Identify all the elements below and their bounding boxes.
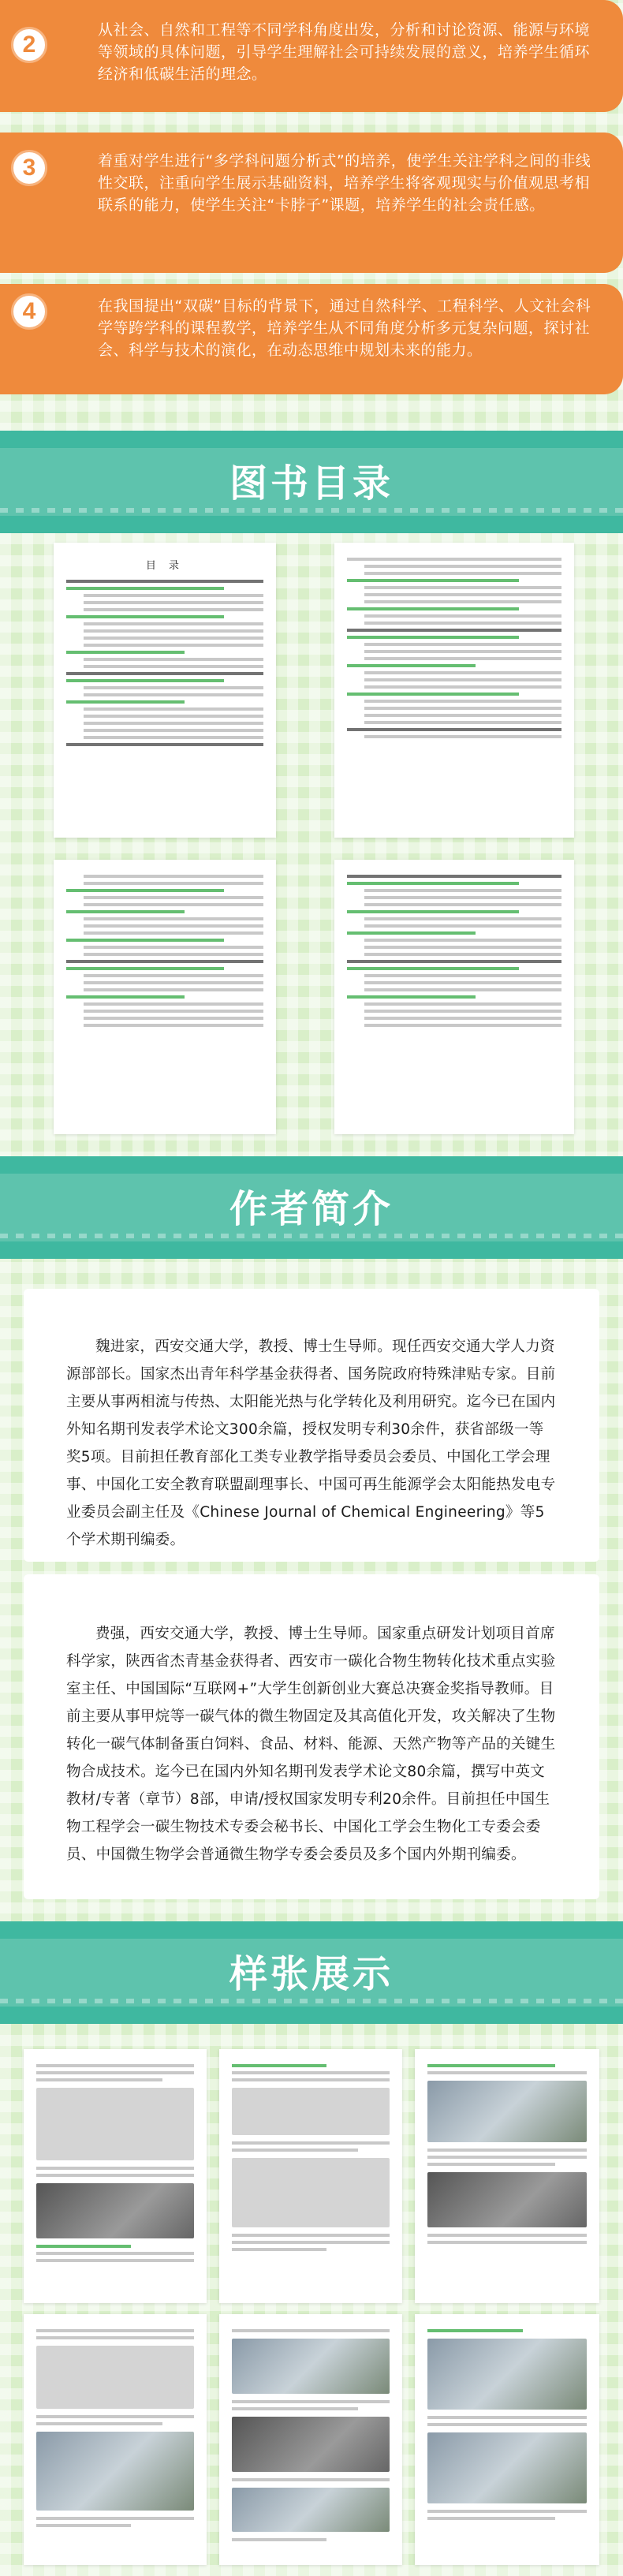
toc-section-title: 图书目录 [229,461,394,506]
toc-line [364,657,561,660]
sample-section-banner [0,1921,623,2024]
toc-line [364,593,561,596]
banner-decoration [0,1999,623,2003]
toc-line [84,875,263,878]
text-line [232,2478,390,2481]
toc-line [84,946,263,949]
toc-section-banner [0,431,623,533]
toc-line [347,636,519,639]
toc-line [66,995,185,999]
toc-line [347,931,476,935]
text-line [232,2248,326,2251]
toc-line [66,679,224,682]
toc-line [364,600,561,603]
photo-image [232,2417,390,2472]
toc-line [84,924,263,928]
text-line [36,2336,194,2339]
toc-line [84,1010,263,1013]
toc-line [364,988,561,991]
text-line [36,2415,194,2418]
toc-line [84,693,263,696]
goal-item-3 [0,133,623,273]
figure-placeholder [232,2088,390,2135]
toc-line [364,917,561,920]
toc-line [364,586,561,589]
toc-line [84,981,263,984]
goal-text: 在我国提出“双碳”目标的背景下，通过自然科学、工程科学、人文社会科学等跨学科的课程教学，培养学生从不同角度分析多元复杂问题，探讨社会、科学与技术的演化，在动态思维中规划未来的能力。 [98,297,591,359]
banner-decoration [0,1234,623,1238]
toc-line [84,644,263,647]
toc-line [347,693,519,696]
toc-line [84,736,263,739]
photo-image [427,2172,587,2227]
text-line [232,2234,390,2237]
photo-image [232,2339,390,2394]
goal-text: 着重对学生进行“多学科问题分析式”的培养，使学生关注学科之间的非线性交联，注重向学生展示基础资料，培养学生将客观现实与价值观思考相联系的能力，使学生关注“卡脖子”课题，培养学生的社会责任感。 [98,152,591,214]
toc-line [66,743,263,746]
sample-page-thumbnail-3 [415,2049,599,2303]
toc-line [364,1010,561,1013]
toc-line [84,637,263,640]
toc-line [66,960,263,963]
toc-line [84,882,263,885]
toc-line [364,896,561,899]
toc-line [364,924,561,928]
goal-item-2 [0,0,623,112]
text-line [232,2141,390,2145]
toc-line [66,580,263,583]
toc-line [347,664,476,667]
sample-section-title: 样张展示 [229,1952,394,1996]
text-line [232,2241,390,2244]
toc-line [84,608,263,611]
photo-image [427,2432,587,2503]
toc-line [364,721,561,724]
toc-line [84,658,263,661]
toc-line [84,715,263,718]
toc-line [84,1002,263,1006]
toc-line [347,558,561,561]
toc-line [66,700,185,704]
photo-image [427,2339,587,2410]
text-line [232,2078,390,2081]
text-line [427,2517,555,2520]
author-section-title: 作者简介 [229,1187,394,1231]
toc-line [84,707,263,711]
text-line [36,2245,131,2248]
banner-decoration [0,508,623,513]
toc-line [84,594,263,597]
toc-line [364,903,561,906]
toc-line [84,974,263,977]
goal-item-4 [0,284,623,394]
text-line [232,2071,390,2074]
author-bio: 魏进家，西安交通大学，教授、博士生导师。现任西安交通大学人力资源部部长。国家杰出青年科学基金获得者、国务院政府特殊津贴专家。目前主要从事两相流与传热、太阳能光热与化学转化及利用研究。迄今已在国内外知名期刊发表学术论文300余篇，授权发明专利30余件，获省部级一等奖5项。目前担任教育部化工类专业教学指导委员会委员、中国化工学会理事、中国化工安全教育联盟副理事长、中国可再生能源学会太阳能热发电专业委员会副主任及《Chinese Journal of Chemical Engineering》等5个学术期刊编委。 [66,1338,556,1548]
toc-line [364,1002,561,1006]
text-line [427,2241,587,2244]
text-line [36,2071,194,2074]
text-line [36,2167,194,2170]
toc-line [364,678,561,681]
toc-line [364,685,561,689]
toc-line [66,939,224,942]
toc-line [364,1017,561,1020]
toc-line [66,889,224,892]
toc-line [84,988,263,991]
text-line [232,2400,390,2403]
toc-line [347,967,519,970]
chart-image [36,2183,194,2238]
toc-line [347,960,561,963]
text-line [36,2524,131,2527]
toc-line [364,735,561,738]
toc-line [347,875,561,878]
toc-line [84,722,263,725]
toc-line [347,995,476,999]
text-line [36,2252,194,2255]
text-line [232,2064,326,2067]
toc-line [364,981,561,984]
text-line [232,2149,358,2152]
text-line [36,2064,194,2067]
author-card-1 [24,1289,599,1562]
toc-line [364,565,561,568]
toc-line [84,1024,263,1027]
toc-page-thumbnail-3 [54,860,276,1134]
toc-page-thumbnail-2 [334,543,574,838]
toc-page-thumbnail-1 [54,543,276,838]
figure-placeholder [36,2088,194,2160]
author-bio: 费强，西安交通大学，教授、博士生导师。国家重点研发计划项目首席科学家，陕西省杰青基金获得者、西安市一碳化合物生物转化技术重点实验室主任、中国国际“互联网+”大学生创新创业大赛总决赛金奖指导教师。目前主要从事甲烷等一碳气体的微生物固定及其高值化开发，攻关解决了生物转化一碳气体制备蛋白饲料、食品、材料、能源、天然产物等产品的关键生物合成技术。迄今已在国内外知名期刊发表学术论文80余篇，撰写中英文教材/专著（章节）8部，申请/授权国家发明专利20余件。目前担任中国生物工程学会一碳生物技术专委会秘书长、中国化工学会生物化工专委会委员、中国微生物学会普通微生物学专委会委员及多个国内外期刊编委。 [66,1626,556,1863]
toc-line [84,729,263,732]
text-line [36,2517,194,2520]
toc-line [66,587,224,590]
text-line [36,2174,194,2177]
text-line [427,2163,555,2166]
text-line [36,2078,162,2081]
text-line [36,2259,194,2262]
diagram-image [36,2346,194,2409]
text-line [427,2234,587,2237]
text-line [427,2510,587,2513]
text-line [36,2422,162,2425]
text-line [427,2423,587,2426]
toc-line [84,622,263,625]
toc-line [84,665,263,668]
photo-image [427,2081,587,2142]
text-line [427,2156,587,2159]
toc-line [364,953,561,956]
text-line [232,2329,390,2332]
toc-line [364,650,561,653]
goal-number-badge: 4 [11,293,47,330]
text-line [427,2064,555,2067]
toc-line [66,672,263,675]
toc-line [84,953,263,956]
toc-line [66,910,185,913]
text-line [427,2416,587,2419]
toc-line [364,974,561,977]
toc-line [364,643,561,646]
toc-line [84,903,263,906]
toc-line [364,614,561,618]
toc-line [66,651,185,654]
toc-line [364,889,561,892]
text-line [232,2538,326,2541]
photo-image [36,2432,194,2511]
sample-page-thumbnail-6 [415,2314,599,2565]
sample-page-thumbnail-1 [24,2049,207,2303]
toc-line [364,714,561,717]
goal-number-badge: 2 [11,27,47,63]
diagram-image [232,2158,390,2227]
toc-line [364,707,561,710]
author-card-2 [24,1574,599,1899]
toc-line [84,629,263,633]
sample-page-thumbnail-4 [24,2314,207,2565]
toc-line [84,601,263,604]
toc-line [84,931,263,935]
toc-line [84,1017,263,1020]
toc-line [364,572,561,575]
toc-line [347,629,561,632]
toc-line [347,607,519,610]
sample-page-thumbnail-2 [219,2049,402,2303]
author-section-banner [0,1156,623,1259]
toc-line [364,946,561,949]
toc-line [364,700,561,703]
toc-line [364,671,561,674]
text-line [427,2071,587,2074]
toc-line [66,967,224,970]
toc-line [84,686,263,689]
text-line [232,2407,358,2410]
toc-line [364,1024,561,1027]
toc-page-heading: 目 录 [145,560,185,572]
toc-line [364,939,561,942]
photo-image [232,2488,390,2532]
goal-number-badge: 3 [11,150,47,186]
toc-line [66,615,224,618]
goal-text: 从社会、自然和工程等不同学科角度出发，分析和讨论资源、能源与环境等领域的具体问题，引导学生理解社会可持续发展的意义，培养学生循环经济和低碳生活的理念。 [98,21,591,83]
toc-line [364,622,561,625]
toc-line [347,882,519,885]
sample-page-thumbnail-5 [219,2314,402,2565]
text-line [427,2329,523,2332]
text-line [427,2149,587,2152]
toc-line [84,896,263,899]
toc-line [347,910,519,913]
toc-line [84,917,263,920]
text-line [36,2329,194,2332]
toc-line [347,728,561,731]
toc-line [347,579,519,582]
toc-page-thumbnail-4 [334,860,574,1134]
